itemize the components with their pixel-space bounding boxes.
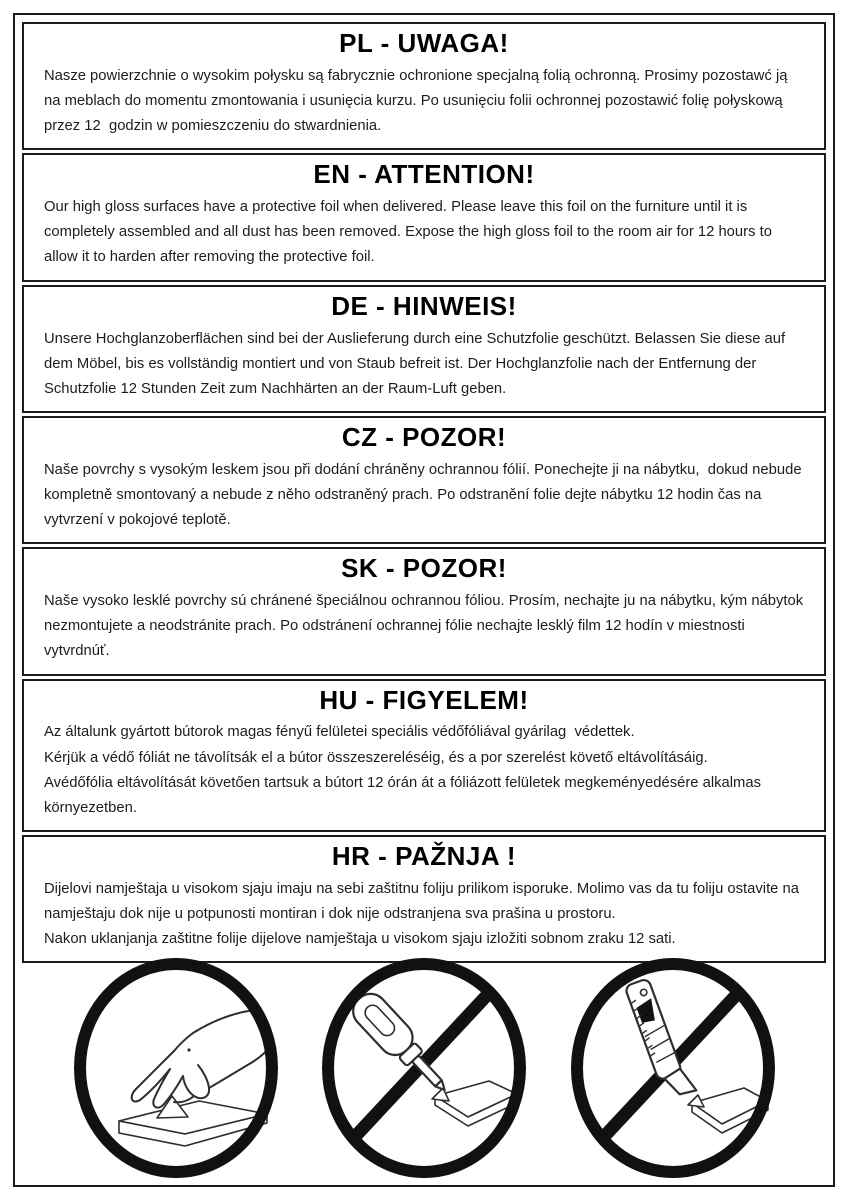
section-de-text: Unsere Hochglanzoberflächen sind bei der Auslieferung durch eine Schutzfolie geschützt. Belassen Sie diese auf dem Möbel, bis es vollständig montiert und von Staub befreit ist. Der Hochglanzfolie nach der Entfernung der Schutzfolie 12 Stunden Zeit zum Nachhärten an der Raum-Luft geben. bbox=[44, 330, 790, 397]
section-cz bbox=[22, 416, 826, 544]
no-utility-knife-icon bbox=[568, 953, 778, 1183]
section-sk-text: Naše vysoko lesklé povrchy sú chránené špeciálnou ochrannou fóliou. Prosím, nechajte ju na nábytku, kým nábytok nezmontujete a neodstránite prach. Po odstránení ochrannej fólie nechajte lesklý film 12 hodín v miestnosti vytvrdnúť. bbox=[44, 593, 808, 660]
section-cz-text: Naše povrchy s vysokým leskem jsou při dodání chráněny ochrannou fólií. Ponechejte ji na nábytku, dokud nebude kompletně smontovaný a nebude z něho odstraněný prach. Po odstranění folie dejte nábytku 12 hodin čas na vytvrzení v pokojové teplotě. bbox=[44, 461, 806, 529]
section-hu-text: Kérjük a védő fóliát ne távolítsák el a bútor összeszereléséig, és a por szerelést követő eltávolításáig. bbox=[44, 749, 708, 766]
section-sk-title: SK - POZOR! bbox=[341, 553, 507, 584]
section-pl-text: Nasze powierzchnie o wysokim połysku są fabrycznie ochronione specjalną folią ochronną. Prosimy pozostawć ją na meblach do momentu zmontowania i usunięcia kurzu. Po usunięciu folii ochronnej pozostawić folię połyskową przez 12 godzin w pomieszczeniu do stwardnienia. bbox=[44, 67, 792, 135]
prohibition-icons bbox=[22, 966, 826, 1178]
section-hu-text: Az általunk gyártott bútorok magas fényű felületei speciális védőfóliával gyárilag védettek. bbox=[44, 724, 635, 741]
peel-foil-by-hand-icon bbox=[71, 953, 281, 1183]
section-pl bbox=[22, 22, 826, 150]
page-frame bbox=[13, 13, 835, 1187]
section-de-title: DE - HINWEIS! bbox=[331, 290, 517, 321]
no-screwdriver-prying-icon bbox=[319, 953, 529, 1183]
section-en-text: Our high gloss surfaces have a protective foil when delivered. Please leave this foil on the furniture until it is completely assembled and all dust has been removed. Expose the high gloss foil to the room air for 12 hours to allow it to harden after removing the protective foil. bbox=[44, 199, 777, 266]
section-hu-text: Avédőfólia eltávolítását követően tartsuk a bútort 12 órán át a fóliázott felületek megkeményedésére alkalmas környezetben. bbox=[44, 774, 766, 816]
section-hr-text: Dijelovi namještaja u visokom sjaju imaju na sebi zaštitnu foliju prilikom isporuke. Molimo vas da tu foliju ostavite na namještaju dok nije u potpunosti montiran i dok nije odstranjena sva prašina u prostoru. bbox=[44, 880, 804, 923]
section-hu bbox=[22, 679, 826, 832]
section-hr bbox=[22, 835, 826, 963]
section-hr-title: HR - PAŽNJA ! bbox=[331, 841, 517, 872]
hand-drawing bbox=[131, 1010, 268, 1108]
section-hr-text: Nakon uklanjanja zaštitne folije dijelove namještaja u visokom sjaju izložiti sobnom zraku 12 sati. bbox=[44, 931, 676, 948]
section-cz-title: CZ - POZOR! bbox=[341, 421, 507, 452]
section-hu-title: HU - FIGYELEM! bbox=[319, 684, 529, 715]
section-de bbox=[22, 285, 826, 413]
section-pl-title: PL - UWAGA! bbox=[339, 28, 509, 58]
section-en-title: EN - ATTENTION! bbox=[313, 159, 535, 190]
section-en bbox=[22, 153, 826, 281]
section-sk bbox=[22, 547, 826, 675]
